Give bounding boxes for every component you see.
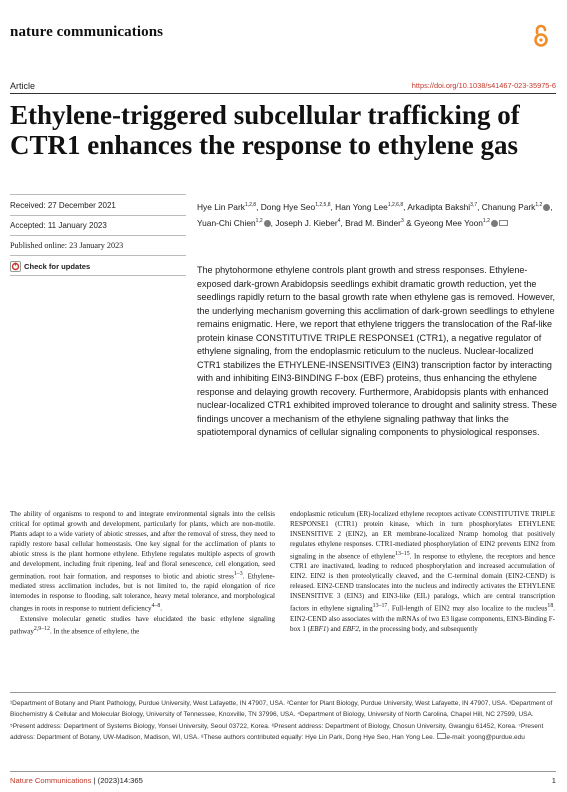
author-affiliation-ref: 3 [400,217,404,224]
footer-volume: | (2023)14:365 [93,776,143,785]
author-name[interactable]: Chanung Park [481,202,536,212]
check-for-updates-button[interactable] [10,261,90,272]
author-affiliation-ref: 1,2 [535,202,543,209]
published-label: Published online: [10,241,68,250]
affiliations-divider [10,692,556,693]
body-text: . In the absence of ethylene, the [50,627,140,636]
body-text: . In response to ethylene, the receptors and hence CTR1 are inactivated, leading to reduced phosphorylation and increased accumulation of EIN2. EIN2 is then proteolytically cleaved, and the C-terminal domain (EIN2-CEND) is released. EIN2-CEND translocates into the nucleus and indirectly activates the ETHYLENE INSENSITIVE 3 (EIN3) and EIN3-like (EIL) paralogs, which are central transcription factors in ethylene signaling [290,552,555,613]
author-separator: , [550,202,553,212]
author-name[interactable]: Han Yong Lee [335,202,388,212]
footer-citation [10,776,143,785]
journal-name[interactable]: nature communications [10,24,164,40]
header-divider [10,93,556,94]
citation-ref[interactable]: 13–17 [372,603,388,610]
author[interactable] [414,218,508,228]
email-label: e-mail: [446,734,466,742]
body-text: The ability of organisms to respond to and integrate environmental signals into the cellsis critical for optimal growth and development, particularly for plants, which are non-motile. Plants adapt to a wide variety of abiotic stresses, and after the removal of stress, they need to rapidly restore basal cellular homeostasis. One key signal for the acclimation of plants to abiotic stress is the plant hormone ethylene. Ethylene regulates multiple aspects of growth and development, including fruit ripening, leaf and floral senescence, cell elongation, seed germination, root hair formation, and responses to biotic and abiotic stress [10,510,275,581]
email-link[interactable]: yoong@purdue.edu [467,734,525,742]
article-type: Article [10,81,36,91]
author-name[interactable]: Brad M. Binder [345,217,401,228]
meta-divider [10,194,186,195]
citation-ref[interactable]: 2,9–12 [33,625,50,632]
body-text: . Ethylene-mediated stress acclimation includes, but is not limited to, the rapid elongation of rice internodes in response to flooding, salt tolerance, heavy metal tolerance, and morphological changes in roots in response to nutrient deficiency [10,572,275,613]
author[interactable] [261,202,335,212]
received-value: 27 December 2021 [47,201,116,210]
author-separator: , [270,217,276,228]
gene-name: EBF2 [342,624,359,633]
body-paragraph [290,509,555,634]
meta-divider [10,255,186,256]
published-value: 23 January 2023 [69,241,124,250]
gene-name: EBF1 [309,624,327,633]
accepted-value: 11 January 2023 [47,221,107,230]
body-paragraph [10,614,275,636]
affiliations [10,698,558,744]
body-text: ) and [326,624,343,633]
citation-ref[interactable]: 4–8 [151,603,161,610]
check-for-updates-icon [10,261,21,272]
open-access-icon [533,24,549,48]
meta-divider [10,235,186,236]
page-number: 1 [551,776,556,785]
author-affiliation-ref: 1,2,5,8 [315,202,331,209]
author-separator: , [403,202,408,212]
accepted-label: Accepted: [10,221,46,230]
author-name[interactable]: Yuan-Chi Chien [197,217,256,228]
published-date [10,241,123,250]
author-affiliation-ref: 1,2 [482,217,490,224]
author[interactable] [407,202,481,212]
accepted-date [10,221,107,230]
author-affiliation-ref: 4 [337,217,341,224]
citation-ref[interactable]: 1–3 [233,571,243,577]
author-separator: , [340,217,346,228]
body-text: Extensive molecular genetic studies have elucidated the basic ethylene signaling pathway [10,614,275,636]
author-name[interactable]: Arkadipta Bakshi [407,202,471,212]
author-name[interactable]: Hye Lin Park [197,202,245,212]
orcid-icon[interactable] [491,220,498,227]
footer-journal-link[interactable]: Nature Communications [10,776,92,785]
author-list [197,200,559,231]
body-column-left [10,509,275,636]
citation-ref[interactable]: 18 [547,603,554,610]
meta-divider [10,215,186,216]
body-text: . EIN2-CEND also associates with the mRNAs of two E3 ligase components, EIN3-Binding F-box 1 ( [290,604,556,633]
meta-divider [10,275,186,276]
author[interactable] [197,218,275,228]
author[interactable] [335,202,407,212]
mail-icon [437,733,446,739]
body-text: . Full-length of EIN2 may also localize to the nucleus [387,604,548,613]
check-for-updates-label: Check for updates [24,262,91,271]
author-affiliation-ref: 1,2,8 [244,202,257,209]
author-affiliation-ref: 1,2,6,8 [387,202,404,209]
received-label: Received: [10,201,46,210]
orcid-icon[interactable] [264,220,271,227]
footer-divider [10,771,556,772]
author-separator: , [477,202,482,212]
author-affiliation-ref: 3,7 [470,202,478,209]
abstract: The phytohormone ethylene controls plant growth and stress responses. Ethylene-exposed dark-grown Arabidopsis seedlings exhibit dramatic growth reduction, yet the seedlings rapidly return to the basal growth rate when ethylene gas is removed. However, the underlying mechanism governing this acclimation of dark-grown seedlings to ethylene remains enigmatic. Here, we report that ethylene triggers the translocation of the Raf-like protein kinase CONSTITUTIVE TRIPLE RESPONSE1 (CTR1), a negative regulator of ethylene signaling, from the endoplasmic reticulum to the nucleus. Nuclear-localized CTR1 stabilizes the ETHYLENE-INSENSITIVE3 (EIN3) transcription factor by interacting with and inhibiting EIN3-BINDING F-box (EBF) proteins, thus enhancing the ethylene response and delaying growth recovery. Furthermore, Arabidopsis plants with enhanced nuclear-localized CTR1 exhibited improved tolerance to drought and salinity stress. These findings uncover a mechanism of the ethylene signaling pathway that links the spatiotemporal dynamics of cellular signaling components to physiological responses. [197,265,557,437]
author-name[interactable]: Gyeong Mee Yoon [414,217,483,228]
author[interactable] [275,218,345,228]
body-text: endoplasmic reticulum (ER)-localized ethylene receptors activate CONSTITUTIVE TRIPLE RESPONSE1 (CTR1) protein kinase, which in turn phosphorylates ETHYLENE INSENSITIVE 2 (EIN2), an ER membrane-localized Nramp homolog that positively regulates ethylene responses. CTR1-mediated phosphorylation of EIN2 prevents EIN2 from signaling in the absence of ethylene [290,510,555,561]
author-name[interactable]: Dong Hye Seo [260,202,316,212]
doi-link[interactable]: https://doi.org/10.1038/s41467-023-35975-6 [411,81,556,90]
author[interactable] [482,202,553,212]
affiliations-text: ¹Department of Botany and Plant Pathology, Purdue University, West Lafayette, IN 47907, USA. ²Center for Plant Biology, Purdue University, West Lafayette, IN 47907, USA. ³Department of Biochemistry & Cellular and Molecular Biology, University of Tennessee, Knoxville, TN 37996, USA. ⁴Department of Biology, University of North Carolina, Chapel Hill, NC 27599, USA. ⁵Present address: Department of Systems Biology, Yonsei University, Seoul 03722, Korea. ⁶Present address: Department of Biology, Chosun University, Gwangju 61452, Korea. ⁷Present address: Department of Botany, UW-Madison, Madison, WI, USA. ⁸These authors contributed equally: Hye Lin Park, Dong Hye Seo, Han Yong Lee. [10,700,553,742]
author-name[interactable]: Joseph J. Kieber [275,217,338,228]
author-separator: , [330,202,336,212]
received-date [10,201,116,210]
body-text: , in the processing body, and subsequently [358,624,478,633]
author-separator: , [256,202,261,212]
mail-icon[interactable] [499,220,508,226]
author-separator: & [403,217,414,228]
citation-ref[interactable]: 13–15 [395,551,410,557]
article-title: Ethylene-triggered subcellular trafficking of CTR1 enhances the response to ethylene gas [10,100,520,160]
author[interactable] [345,218,414,228]
author-affiliation-ref: 1,2 [255,217,263,224]
author[interactable] [197,202,261,212]
body-paragraph: The ability of organisms to respond to and integrate environmental signals into the cellsis critical for optimal growth and development, particularly for plants, which are non-motile. Plants adapt to a wide variety of abiotic stresses, and after the removal of stress, they need to rapidly restore basal cellular homeostasis. One key signal for the acclimation of plants to abiotic stress is the plant hormone ethylene. Ethylene regulates multiple aspects of growth and development, including fruit ripening, leaf and floral senescence, cell elongation, seed germination, root hair formation, and responses to biotic and abiotic stress$^{1-3}$. Ethylene-mediated stress acclimation includes, but is not limited to, the rapid elongation of rice internodes in response to flooding, salt tolerance, heavy metal tolerance, and morphological changes in roots in response to nutrient deficiency$^{4-8}$. [10,510,275,613]
body-column-right [290,509,555,634]
